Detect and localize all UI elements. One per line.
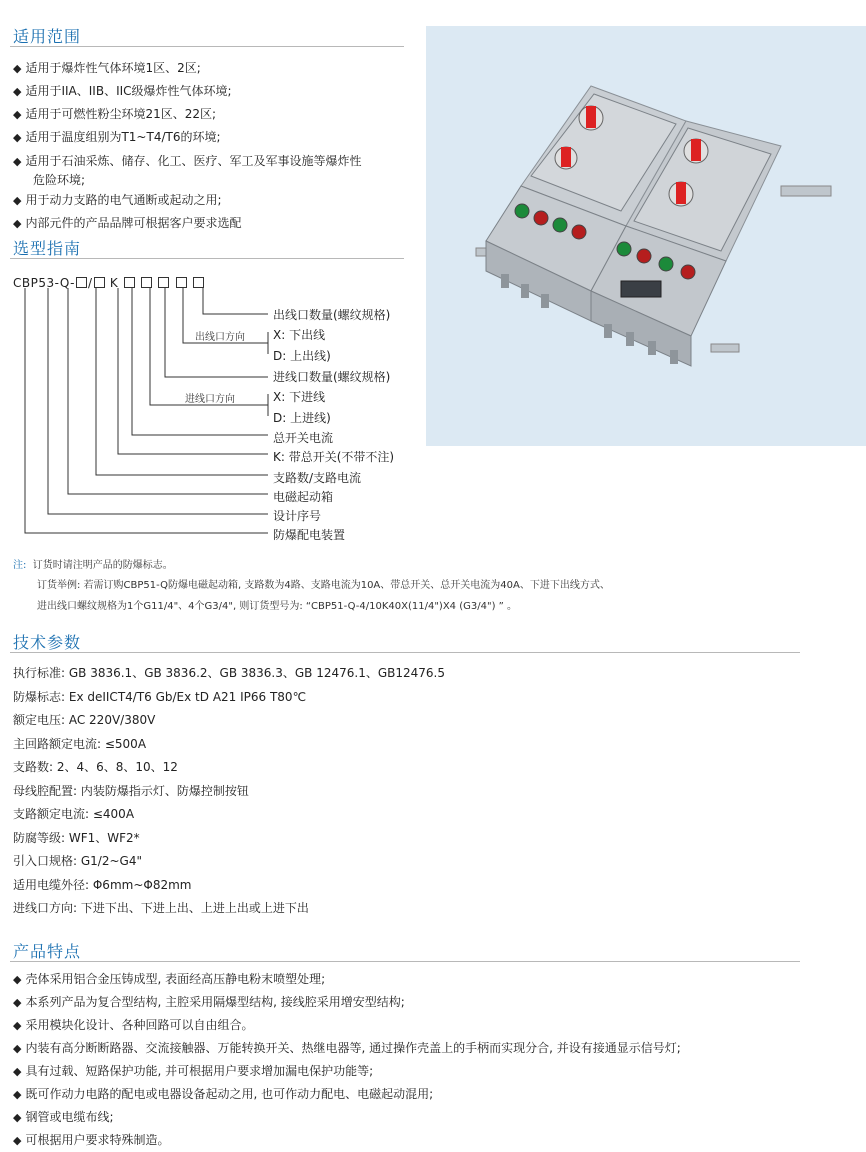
placeholder-box-icon [193,277,204,288]
tech-param-list [13,662,445,921]
list-item: ◆ 适用于石油采炼、储存、化工、医疗、军工及军事设施等爆炸性 危险环境; [13,154,362,187]
list-item: ◆ 具有过载、短路保护功能, 并可根据用户要求增加漏电保护功能等; [13,1064,374,1078]
diamond-bullet-icon: ◆ [13,1088,22,1101]
feature-list [13,968,681,1152]
diagram-label: 防爆配电装置 [273,528,346,542]
list-item: ◆ 适用于温度组别为T1~T4/T6的环境; [13,130,221,144]
selection-diagram-lines [0,288,280,548]
list-item: ◆ 用于动力支路的电气通断或起动之用; [13,193,222,207]
list-item: 适用电缆外径: Φ6mm~Φ82mm [13,877,192,892]
placeholder-box-icon [94,277,105,288]
section-title-scope: 适用范围 [13,27,82,46]
section-rule [10,258,404,259]
placeholder-box-icon [76,277,87,288]
diagram-label: 进线口数量(螺纹规格) [273,370,391,384]
placeholder-box-icon [124,277,135,288]
list-item: 主回路额定电流: ≤500A [13,736,147,751]
diamond-bullet-icon: ◆ [13,1134,22,1147]
list-item: ◆ 适用于爆炸性气体环境1区、2区; [13,61,201,75]
diagram-label: X: 下进线 [273,390,326,404]
list-item: ◆ 内部元件的产品品牌可根据客户要求选配 [13,216,242,230]
diamond-bullet-icon: ◆ [13,217,22,230]
order-example-cont: 进出线口螺纹规格为1个G11/4"、4个G3/4", 则订货型号为: “CBP51-Q-4/10K40X(11/4")X4 (G3/4") ” 。 [37,601,518,612]
explosion-proof-box-illustration [426,26,866,446]
product-image [426,26,866,446]
diagram-label: 总开关电流 [273,431,334,445]
model-code: CBP53-Q- / K [13,276,205,290]
diagram-sub-label: 进线口方向 [185,394,235,405]
diagram-label: 设计序号 [273,509,322,523]
diamond-bullet-icon: ◆ [13,131,22,144]
diamond-bullet-icon: ◆ [13,1065,22,1078]
section-title-selection: 选型指南 [13,239,82,258]
list-item: ◆ 采用模块化设计、各种回路可以自由组合。 [13,1018,254,1032]
list-item: 支路额定电流: ≤400A [13,807,135,821]
list-item: ◆ 可根据用户要求特殊制造。 [13,1133,170,1147]
diamond-bullet-icon: ◆ [13,1042,22,1055]
diagram-label: D: 上进线) [273,411,331,425]
diagram-label: K: 带总开关(不带不注) [273,450,395,464]
diamond-bullet-icon: ◆ [13,1019,22,1032]
list-item: 额定电压: AC 220V/380V [13,713,156,727]
diamond-bullet-icon: ◆ [13,155,22,168]
list-item: ◆ 壳体采用铝合金压铸成型, 表面经高压静电粉末喷塑处理; [13,972,326,986]
diagram-label: 支路数/支路电流 [273,471,362,485]
diamond-bullet-icon: ◆ [13,62,22,75]
list-item: ◆ 本系列产品为复合型结构, 主腔采用隔爆型结构, 接线腔采用增安型结构; [13,995,405,1009]
list-item: 防腐等级: WF1、WF2* [13,830,140,845]
placeholder-box-icon [176,277,187,288]
placeholder-box-icon [141,277,152,288]
section-rule [10,961,800,962]
diagram-sub-label: 出线口方向 [195,332,245,343]
diagram-label: 出线口数量(螺纹规格) [273,308,391,322]
list-item: 进线口方向: 下进下出、下进上出、上进上出或上进下出 [13,901,309,915]
list-item: 执行标准: GB 3836.1、GB 3836.2、GB 3836.3、GB 12476.1、GB12476.5 [13,666,445,680]
scope-list [13,57,361,235]
diagram-label: X: 下出线 [273,328,326,342]
diamond-bullet-icon: ◆ [13,973,22,986]
order-note: 注: 订货时请注明产品的防爆标志。 [13,560,173,571]
diagram-label: 电磁起动箱 [273,490,334,504]
list-item: 引入口规格: G1/2~G4" [13,854,142,868]
list-item: 支路数: 2、4、6、8、10、12 [13,760,178,774]
diamond-bullet-icon: ◆ [13,1111,22,1124]
section-title-tech: 技术参数 [13,633,82,652]
list-item: ◆ 内装有高分断断路器、交流接触器、万能转换开关、热继电器等, 通过操作壳盖上的手柄而实现分合, 并设有接通显示信号灯; [13,1041,681,1055]
list-item: ◆ 既可作动力电路的配电或电器设备起动之用, 也可作动力配电、电磁起动混用; [13,1087,434,1101]
order-example: 订货举例: 若需订购CBP51-Q防爆电磁起动箱, 支路数为4路、支路电流为10A、带总开关、总开关电流为40A、下进下出线方式、 [37,580,610,591]
placeholder-box-icon [158,277,169,288]
diamond-bullet-icon: ◆ [13,194,22,207]
diamond-bullet-icon: ◆ [13,108,22,121]
list-item: 母线腔配置: 内装防爆指示灯、防爆控制按钮 [13,783,249,798]
list-item: 防爆标志: Ex deIICT4/T6 Gb/Ex tD A21 IP66 T80℃ [13,689,307,704]
section-rule [10,652,800,653]
diagram-label: D: 上出线) [273,349,331,363]
diamond-bullet-icon: ◆ [13,85,22,98]
section-title-features: 产品特点 [13,942,82,961]
list-item: ◆ 钢管或电缆布线; [13,1110,114,1124]
section-rule [10,46,404,47]
list-item: ◆ 适用于可燃性粉尘环境21区、22区; [13,107,217,121]
diamond-bullet-icon: ◆ [13,996,22,1009]
list-item: ◆ 适用于IIA、IIB、IIC级爆炸性气体环境; [13,84,232,98]
